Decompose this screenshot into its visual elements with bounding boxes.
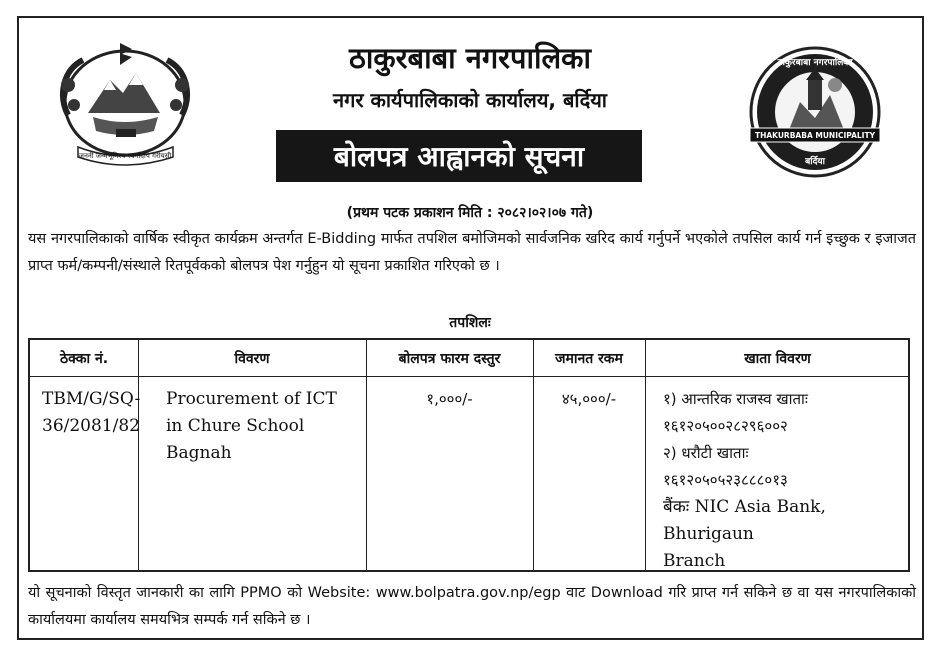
office-name: नगर कार्यपालिकाको कार्यालय, बर्दिया xyxy=(332,88,607,112)
header-form-fee: बोलपत्र फारम दस्तुर xyxy=(398,350,501,367)
contract-number-line1: TBM/G/SQ- xyxy=(42,389,141,409)
security-amount-cell: ४५,०००/- xyxy=(561,390,617,408)
account-details-cell xyxy=(663,386,908,575)
bid-table xyxy=(28,338,910,572)
notice-title: बोलपत्र आह्वानको सूचना xyxy=(276,130,642,182)
header-contract-no: ठेक्का नं. xyxy=(59,350,109,367)
table-caption: तपशिलः xyxy=(449,315,491,331)
header-account: खाता विवरण xyxy=(744,350,811,367)
nepal-government-emblem-icon xyxy=(48,35,203,175)
emblem-motto: जननी जन्मभूमिश्च स्वर्गादपि गरीयसी xyxy=(78,152,172,160)
description-line2: in Chure School Bagnah xyxy=(166,416,305,463)
bank-name-line2: Branch xyxy=(663,551,726,571)
description-line1: Procurement of ICT xyxy=(166,389,337,409)
contract-number-line2: 36/2081/82 xyxy=(42,416,140,436)
footer-paragraph: यो सूचनाको विस्तृत जानकारी का लागि PPMO को Website: www.bolpatra.gov.np/egp वाट Download गरि प्राप्त गर्न सकिने छ वा यस नगरपालिकाको कार्यालयमा कार्यालय समयभित्र सम्पर्क गर्न सकिने छ । xyxy=(28,585,916,628)
revenue-account-number: १६१२०५००२८२९६००२ xyxy=(663,417,788,435)
header-divider xyxy=(30,376,908,377)
logo-ring-text: ठाकुरबाबा नगरपालिका xyxy=(777,58,853,68)
contract-number-cell xyxy=(42,386,141,440)
header-security: जमानत रकम xyxy=(555,350,623,367)
bank-name-line1: बैंकः NIC Asia Bank, Bhurigaun xyxy=(663,497,826,544)
intro-paragraph: यस नगरपालिकाको वार्षिक स्वीकृत कार्यक्रम अन्तर्गत E-Bidding मार्फत तपशिल बमोजिमको सार्वजनिक खरिद कार्य गर्नुपर्ने भएकोले तपसिल कार्य गर्न इच्छुक र इजाजत प्राप्त फर्म/कम्पनी/संस्थाले रितपूर्वकको बोलपत्र पेश गर्नुहुन यो सूचना प्रकाशित गरिएको छ । xyxy=(28,231,916,274)
revenue-account-label: १) आन्तरिक राजस्व खाताः xyxy=(663,390,808,408)
thakurbaba-municipality-logo-icon xyxy=(740,40,890,190)
deposit-account-label: २) धरौटी खाताः xyxy=(663,444,749,462)
form-fee-cell: १,०००/- xyxy=(426,390,473,408)
header-description: विवरण xyxy=(234,350,270,367)
publish-date: (प्रथम पटक प्रकाशन मिति : २०८२।०२।०७ गते) xyxy=(346,205,594,221)
municipality-name: ठाकुरबाबा नगरपालिका xyxy=(349,41,591,75)
logo-district-text: बर्दिया xyxy=(805,157,825,167)
description-cell xyxy=(166,386,364,467)
deposit-account-number: १६१२०५०५२३८८८०१३ xyxy=(663,471,788,489)
logo-banner-text: THAKURBABA MUNICIPALITY xyxy=(754,131,876,140)
